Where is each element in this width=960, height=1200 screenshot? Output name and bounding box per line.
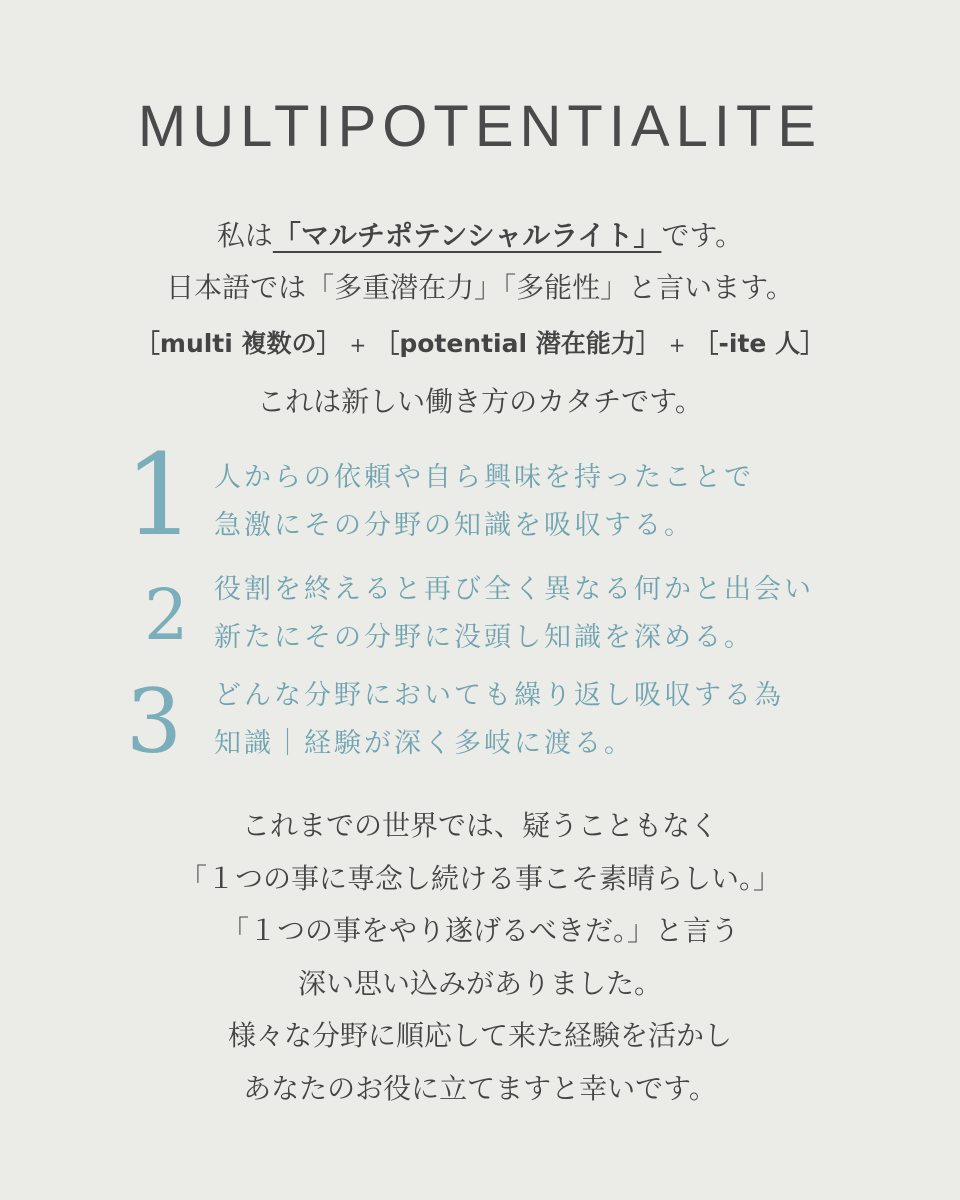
closing-line: 「１つの事に専念し続ける事こそ素晴らしい。」 — [178, 861, 781, 895]
intro-line-1-before: 私は — [216, 219, 273, 252]
intro — [0, 210, 960, 314]
formula-ite: ［-ite 人］ — [693, 329, 826, 358]
item-number: 1 — [124, 431, 196, 561]
item-line: 新たにその分野に没頭し知識を深める。 — [214, 622, 754, 653]
item-number: 3 — [126, 670, 182, 773]
page-title: MULTIPOTENTIALITE — [137, 94, 823, 159]
intro-line-2: 日本語では「多重潜在力」「多能性」と言います。 — [166, 271, 794, 304]
intro-line-1-after: です。 — [661, 219, 744, 252]
item-line: 役割を終えると再び全く異なる何かと出会い — [214, 574, 814, 605]
formula-plus-1: + — [349, 333, 367, 357]
closing-line: 深い思い込みがありました。 — [297, 966, 662, 1000]
closing-line: 様々な分野に順応して来た経験を活かし — [227, 1019, 732, 1052]
formula-potential: ［potential 潜在能力］ — [374, 329, 661, 358]
closing-line: これまでの世界では、疑うこともなく — [241, 809, 718, 842]
item-line: 知識｜経験が深く多岐に渡る。 — [214, 728, 634, 759]
item-number: 2 — [144, 574, 189, 656]
item-line: 人からの依頼や自ら興味を持ったことで — [214, 462, 754, 493]
item-line: どんな分野においても繰り返し吸収する為 — [214, 680, 784, 711]
item-text — [214, 454, 944, 550]
intro-line-1 — [0, 210, 960, 262]
intro-emphasis: 「マルチポテンシャルライト」 — [272, 219, 662, 252]
formula-multi: ［multi 複数の］ — [134, 329, 342, 358]
closing-line: あなたのお役に立てますと幸いです。 — [243, 1071, 717, 1105]
formula — [0, 324, 960, 365]
tagline: これは新しい働き方のカタチです。 — [257, 385, 703, 418]
closing-paragraph — [0, 800, 960, 1115]
item-text — [214, 672, 944, 768]
formula-plus-2: + — [668, 333, 686, 357]
item-line: 急激にその分野の知識を吸収する。 — [214, 510, 694, 541]
closing-line: 「１つの事をやり遂げるべきだ。」と言う — [220, 914, 739, 947]
item-text — [214, 566, 944, 662]
